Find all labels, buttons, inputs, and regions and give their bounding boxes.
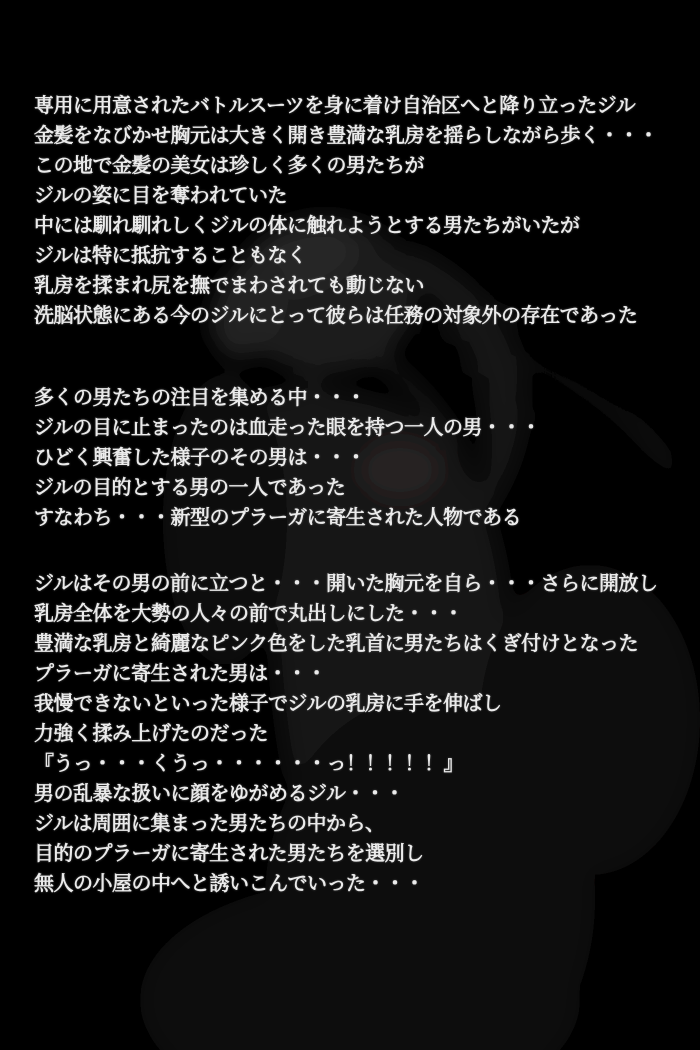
story-line: ジルの目的とする男の一人であった: [34, 475, 346, 499]
story-line: 専用に用意されたバトルスーツを身に着け自治区へと降り立ったジル: [34, 93, 636, 117]
story-line: すなわち・・・新型のプラーガに寄生された人物である: [34, 505, 522, 529]
story-paragraph: [34, 568, 682, 898]
story-line: 男の乱暴な扱いに顔をゆがめるジル・・・: [34, 781, 404, 805]
story-line: ジルはその男の前に立つと・・・開いた胸元を自ら・・・さらに開放し: [34, 571, 658, 595]
story-line: 我慢できないといった様子でジルの乳房に手を伸ばし: [34, 691, 502, 715]
story-line: 乳房を揉まれ尻を撫でまわされても動じない: [34, 273, 424, 297]
story-line: 豊満な乳房と綺麗なピンク色をした乳首に男たちはくぎ付けとなった: [34, 631, 639, 655]
story-line: ジルは周囲に集まった男たちの中から、: [34, 811, 385, 835]
story-line: 力強く揉み上げたのだった: [34, 721, 268, 745]
story-line: ジルの姿に目を奪われていた: [34, 183, 287, 207]
story-line: この地で金髪の美女は珍しく多くの男たちが: [34, 153, 424, 177]
story-text-block: [34, 90, 682, 898]
story-line: 『うっ・・・くうっ・・・・・・っ！！！！！』: [34, 751, 463, 775]
story-line: 乳房全体を大勢の人々の前で丸出しにした・・・: [34, 601, 463, 625]
story-line: ジルの目に止まったのは血走った眼を持つ一人の男・・・: [34, 415, 541, 439]
story-line: 洗脳状態にある今のジルにとって彼らは任務の対象外の存在であった: [34, 303, 638, 327]
story-line: プラーガに寄生された男は・・・: [34, 661, 327, 685]
story-paragraph: [34, 90, 682, 330]
story-line: ひどく興奮した様子のその男は・・・: [34, 445, 366, 469]
story-line: 無人の小屋の中へと誘いこんでいった・・・: [34, 871, 424, 895]
story-line: 多くの男たちの注目を集める中・・・: [34, 385, 366, 409]
story-line: 中には馴れ馴れしくジルの体に触れようとする男たちがいたが: [34, 213, 580, 237]
story-paragraph: [34, 382, 682, 532]
story-line: ジルは特に抵抗することもなく: [34, 243, 307, 267]
story-line: 金髪をなびかせ胸元は大きく開き豊満な乳房を揺らしながら歩く・・・: [34, 123, 658, 147]
story-line: 目的のプラーガに寄生された男たちを選別し: [34, 841, 424, 865]
